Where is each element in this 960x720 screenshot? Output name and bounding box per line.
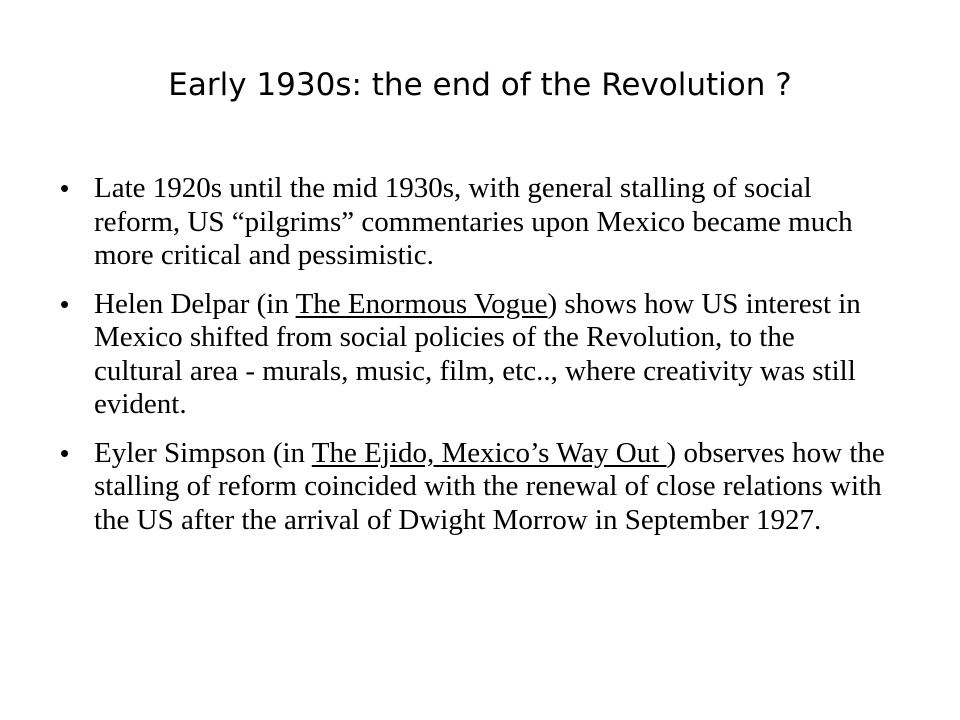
bullet-dot-icon: • <box>60 173 70 203</box>
bullet-item-2 <box>60 288 890 422</box>
book-title: The Enormous Vogue <box>295 287 548 320</box>
bullet-text-after: ) shows how US interest in Mexico shifted from social policies of the Revolution, to the cultural area - murals, music, film, etc.., where creativity was still evident. <box>94 287 861 420</box>
slide-title: Early 1930s: the end of the Revolution ? <box>168 67 792 103</box>
bullet-text-before: Eyler Simpson (in <box>94 436 312 469</box>
bullet-text-before: Helen Delpar (in <box>94 287 296 320</box>
bullet-text-after: ) observes how the stalling of reform coincided with the renewal of close relations with the US after the arrival of Dwight Morrow in September 1927. <box>94 436 885 536</box>
bullet-item-1 <box>60 172 890 273</box>
bullet-dot-icon: • <box>60 288 70 319</box>
bullet-list <box>60 172 890 552</box>
book-title: The Ejido, Mexico’s Way Out <box>311 436 667 469</box>
bullet-text: Late 1920s until the mid 1930s, with general stalling of social reform, US “pilgrims” commentaries upon Mexico became much more critical and pessimistic. <box>94 172 853 271</box>
bullet-dot-icon: • <box>60 437 70 468</box>
bullet-item-3 <box>60 437 890 538</box>
